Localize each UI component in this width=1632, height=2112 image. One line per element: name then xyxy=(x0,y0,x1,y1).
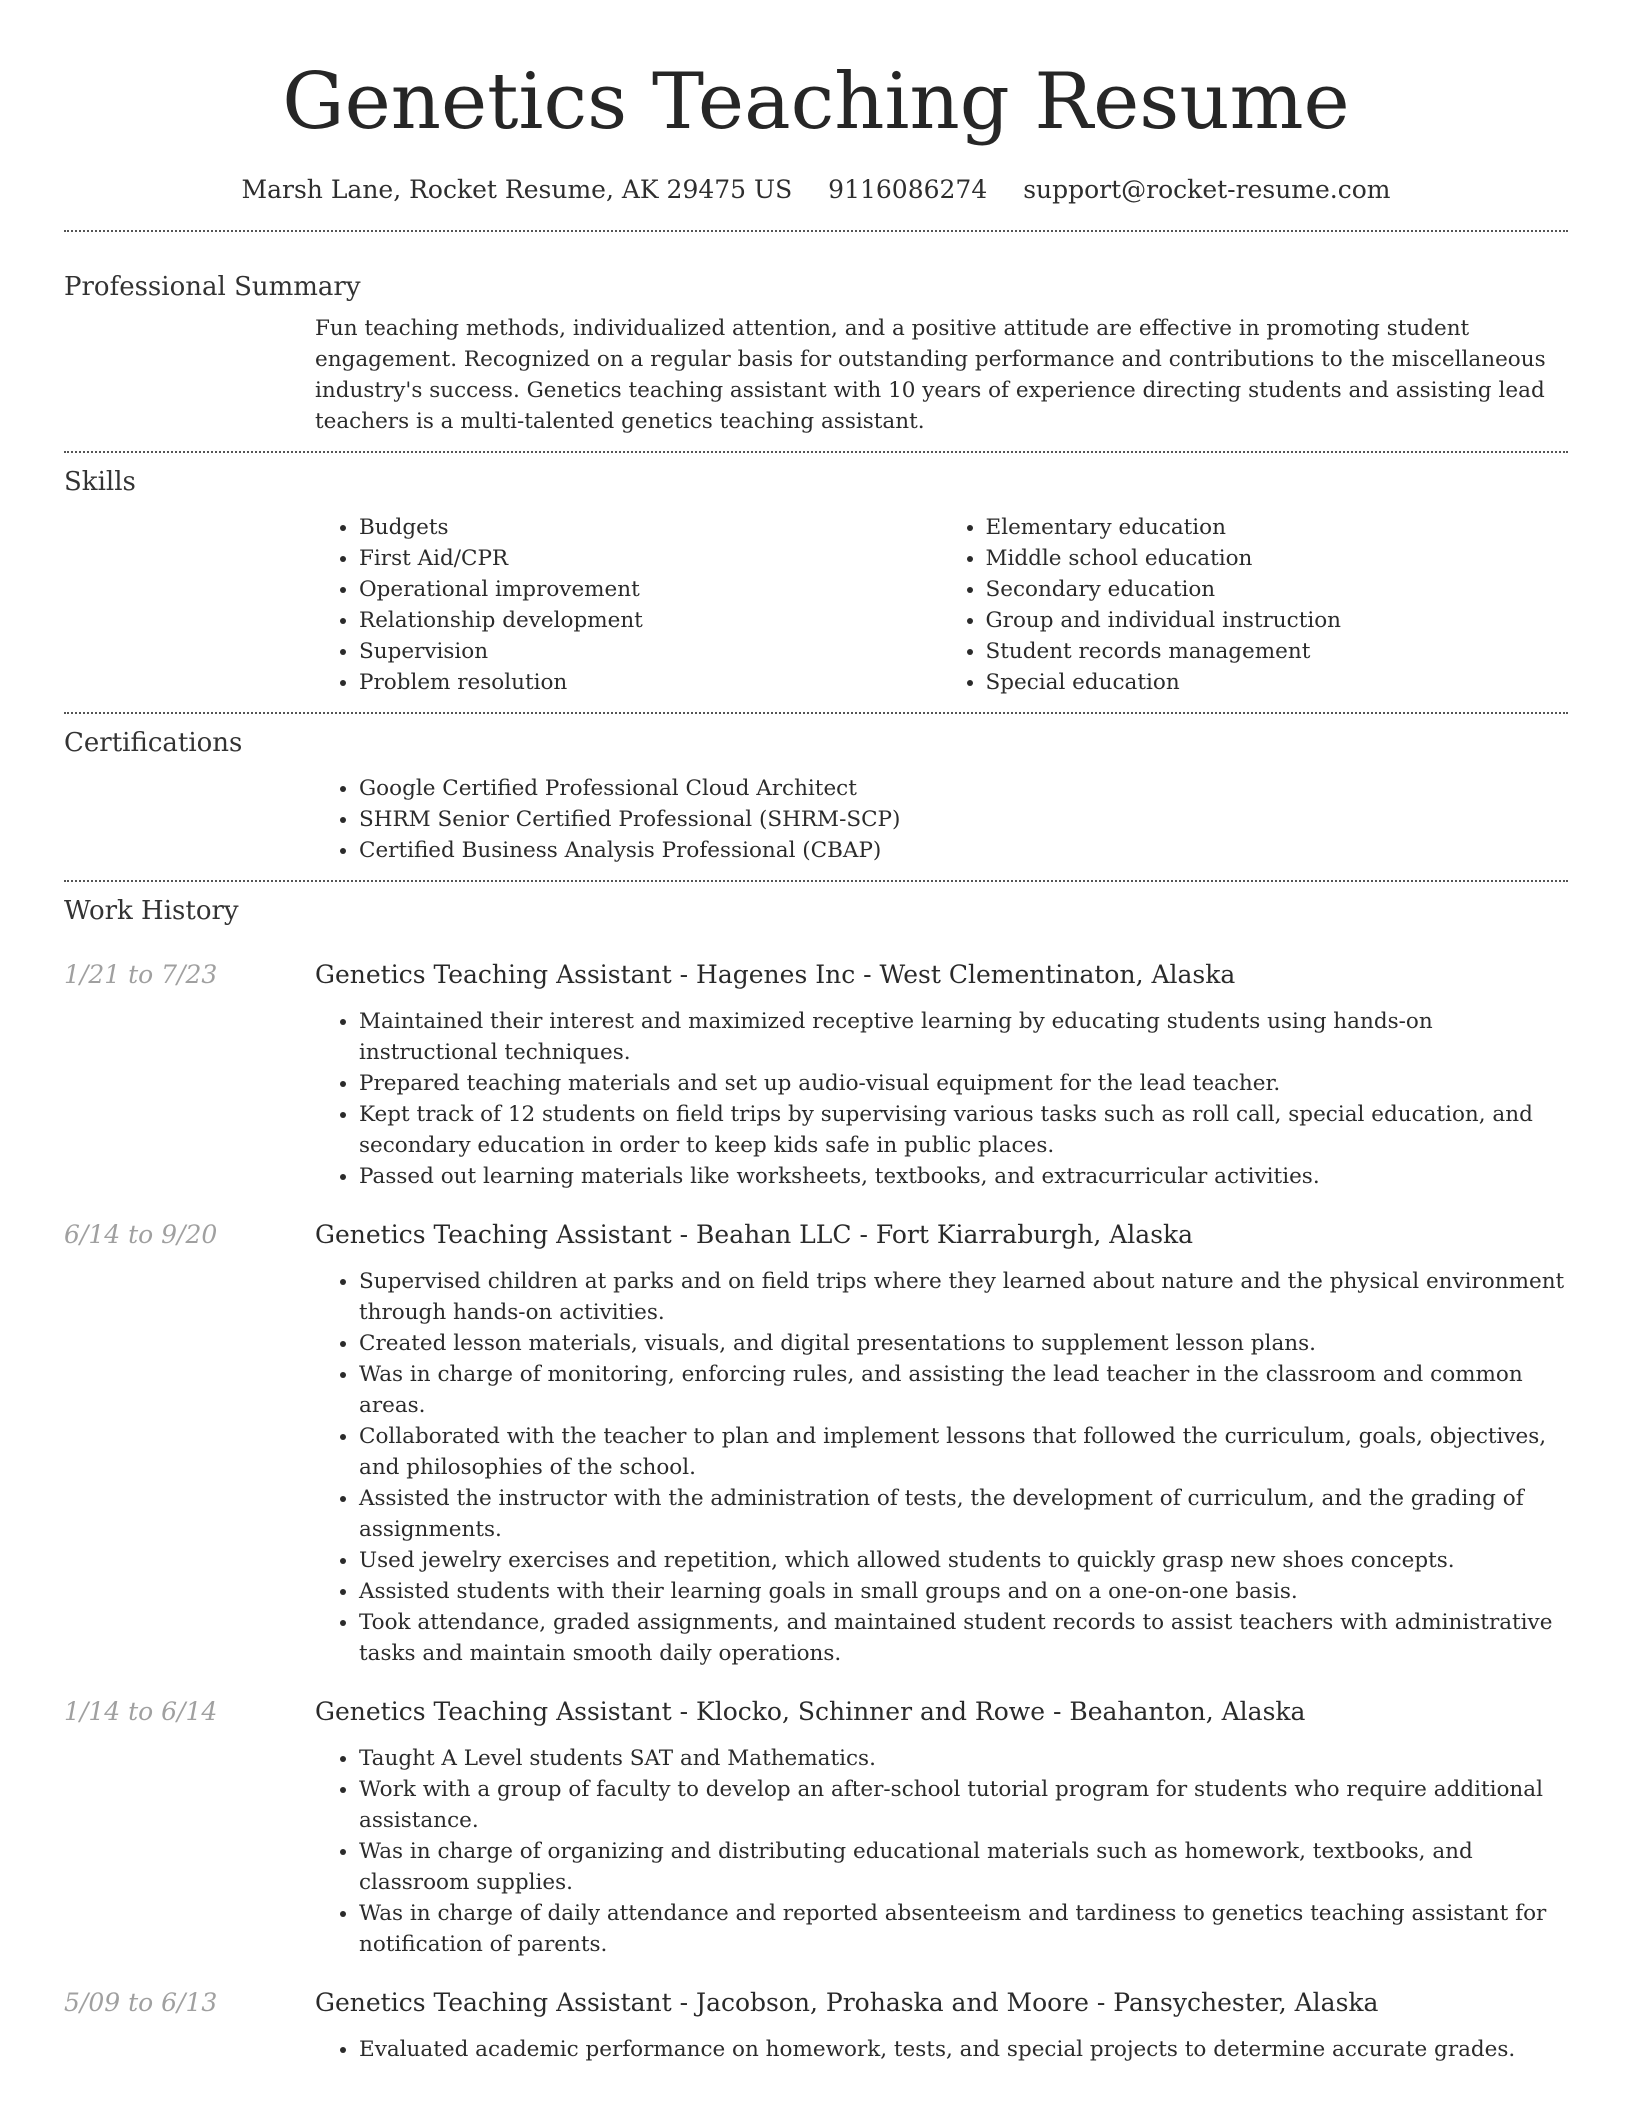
skills-list-right xyxy=(942,512,1569,698)
skill-item: • Operational improvement xyxy=(359,574,942,605)
job-duty-item: • Assisted the instructor with the administration of tests, the development of curriculum, and the grading of assignments. xyxy=(359,1483,1568,1545)
job-duty-item: • Was in charge of daily attendance and reported absenteeism and tardiness to genetics teaching assistant for notification of parents. xyxy=(359,1898,1568,1960)
jobs-container xyxy=(64,958,1568,2065)
skills-section xyxy=(64,465,1568,698)
job-duties-list xyxy=(315,2034,1568,2065)
job-header xyxy=(64,1218,1568,1252)
job-title: Genetics Teaching Assistant - Klocko, Schinner and Rowe - Beahanton, Alaska xyxy=(315,1697,1306,1726)
section-title-summary: Professional Summary xyxy=(64,272,361,302)
job-duty-item: • Taught A Level students SAT and Mathematics. xyxy=(359,1743,1568,1774)
skills-list-left xyxy=(315,512,942,698)
job-duty-item: • Collaborated with the teacher to plan and implement lessons that followed the curriculum, goals, objectives, and philosophies of the school. xyxy=(359,1421,1568,1483)
job-date: 5/09 to 6/13 xyxy=(64,1988,218,2017)
certifications-list xyxy=(315,773,1568,866)
contact-phone: 9116086274 xyxy=(828,175,988,204)
job-duties-list xyxy=(315,1743,1568,1960)
job-duty-item: • Was in charge of monitoring, enforcing rules, and assisting the lead teacher in the classroom and common areas. xyxy=(359,1359,1568,1421)
certifications-body xyxy=(315,773,1568,866)
job-date: 1/21 to 7/23 xyxy=(64,960,218,989)
job-duty-item: • Was in charge of organizing and distributing educational materials such as homework, textbooks, and classroom supplies. xyxy=(359,1836,1568,1898)
divider xyxy=(64,230,1568,232)
job-header xyxy=(64,1986,1568,2020)
job-duties xyxy=(315,1266,1568,1669)
contact-address: Marsh Lane, Rocket Resume, AK 29475 US xyxy=(241,175,793,204)
skill-item: • Special education xyxy=(986,667,1569,698)
certifications-section xyxy=(64,726,1568,866)
job-header xyxy=(64,1695,1568,1729)
skill-item: • Relationship development xyxy=(359,605,942,636)
job-date: 1/14 to 6/14 xyxy=(64,1697,218,1726)
summary-section xyxy=(64,270,1568,437)
job-duty-item: • Prepared teaching materials and set up audio-visual equipment for the lead teacher. xyxy=(359,1068,1568,1099)
certification-item: • SHRM Senior Certified Professional (SHRM-SCP) xyxy=(359,804,1568,835)
certification-item: • Certified Business Analysis Professional (CBAP) xyxy=(359,835,1568,866)
job-duties-list xyxy=(315,1006,1568,1192)
skill-item: • Supervision xyxy=(359,636,942,667)
section-title-work: Work History xyxy=(64,896,239,926)
job-header xyxy=(64,958,1568,992)
skill-item: • Group and individual instruction xyxy=(986,605,1569,636)
job-duty-item: • Created lesson materials, visuals, and digital presentations to supplement lesson plans. xyxy=(359,1328,1568,1359)
job-entry xyxy=(64,1986,1568,2065)
skill-item: • Student records management xyxy=(986,636,1569,667)
certification-item: • Google Certified Professional Cloud Architect xyxy=(359,773,1568,804)
work-section xyxy=(64,894,1568,2065)
job-duty-item: • Supervised children at parks and on field trips where they learned about nature and the physical environment through hands-on activities. xyxy=(359,1266,1568,1328)
job-duty-item: • Passed out learning materials like worksheets, textbooks, and extracurricular activities. xyxy=(359,1161,1568,1192)
divider xyxy=(64,712,1568,714)
resume-page xyxy=(64,0,1568,2065)
job-duty-item: • Kept track of 12 students on field trips by supervising various tasks such as roll call, special education, and secondary education in order to keep kids safe in public places. xyxy=(359,1099,1568,1161)
job-duty-item: • Work with a group of faculty to develop an after-school tutorial program for students who require additional assistance. xyxy=(359,1774,1568,1836)
section-title-certifications: Certifications xyxy=(64,728,243,758)
job-duty-item: • Assisted students with their learning goals in small groups and on a one-on-one basis. xyxy=(359,1576,1568,1607)
skill-item: • Secondary education xyxy=(986,574,1569,605)
contact-line xyxy=(64,172,1568,208)
job-duty-item: • Used jewelry exercises and repetition, which allowed students to quickly grasp new shoes concepts. xyxy=(359,1545,1568,1576)
divider xyxy=(64,880,1568,882)
job-duty-item: • Took attendance, graded assignments, and maintained student records to assist teachers with administrative tasks and maintain smooth daily operations. xyxy=(359,1607,1568,1669)
skill-item: • Elementary education xyxy=(986,512,1569,543)
section-title-skills: Skills xyxy=(64,467,136,497)
job-duties-list xyxy=(315,1266,1568,1669)
job-duty-item: • Maintained their interest and maximized receptive learning by educating students using hands-on instructional techniques. xyxy=(359,1006,1568,1068)
job-duties xyxy=(315,1743,1568,1960)
job-title: Genetics Teaching Assistant - Jacobson, Prohaska and Moore - Pansychester, Alaska xyxy=(315,1988,1379,2017)
skills-columns xyxy=(315,512,1568,698)
job-date: 6/14 to 9/20 xyxy=(64,1220,218,1249)
job-entry xyxy=(64,958,1568,1192)
job-duties xyxy=(315,2034,1568,2065)
contact-email: support@rocket-resume.com xyxy=(1023,175,1391,204)
divider xyxy=(64,451,1568,453)
job-entry xyxy=(64,1218,1568,1669)
summary-text: Fun teaching methods, individualized attention, and a positive attitude are effective in promoting student engagement. Recognized on a regular basis for outstanding performance and contributions to the miscellaneous industry's success. Genetics teaching assistant with 10 years of experience directing students and assisting lead teachers is a multi-talented genetics teaching assistant. xyxy=(315,316,1546,434)
job-duties xyxy=(315,1006,1568,1192)
skill-item: • Middle school education xyxy=(986,543,1569,574)
job-title: Genetics Teaching Assistant - Hagenes Inc - West Clementinaton, Alaska xyxy=(315,960,1236,989)
job-entry xyxy=(64,1695,1568,1960)
job-duty-item: • Evaluated academic performance on homework, tests, and special projects to determine accurate grades. xyxy=(359,2034,1568,2065)
skill-item: • Budgets xyxy=(359,512,942,543)
skill-item: • First Aid/CPR xyxy=(359,543,942,574)
job-title: Genetics Teaching Assistant - Beahan LLC - Fort Kiarraburgh, Alaska xyxy=(315,1220,1194,1249)
skill-item: • Problem resolution xyxy=(359,667,942,698)
resume-title: Genetics Teaching Resume xyxy=(282,57,1350,147)
